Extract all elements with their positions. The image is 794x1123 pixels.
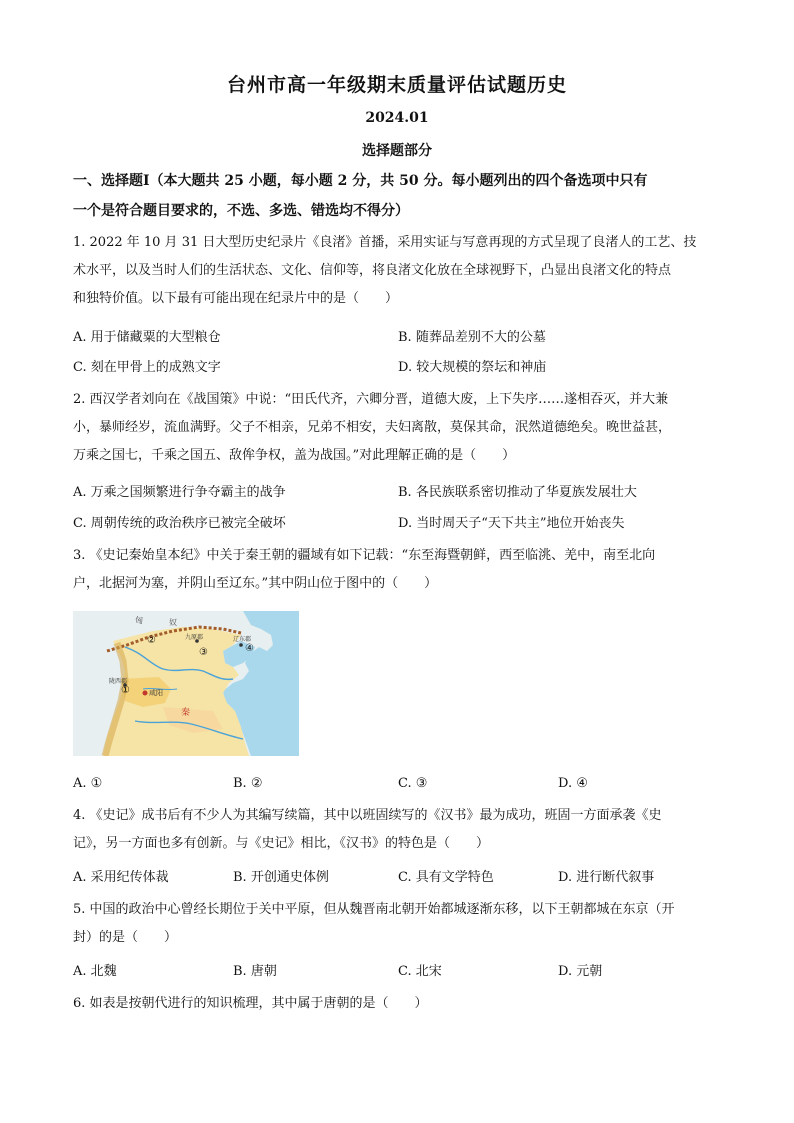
map-liaodong-dot [239,643,243,647]
question-line: 4. 《史记》成书后有不少人为其编写续篇，其中以班固续写的《汉书》最为成功，班固一方面承袭《史 [73,808,662,823]
section-heading-line-2: 一个是符合题目要求的，不选、多选、错选均不得分） [73,203,409,219]
q1-option-c[interactable]: C. 刻在甲骨上的成熟文字 [73,360,221,375]
question-line: 封）的是（ ） [73,930,178,945]
question-line: 5. 中国的政治中心曾经长期位于关中平原，但从魏晋南北朝开始都城逐渐东移，以下王朝都城在东京（开 [73,902,675,917]
map-label-nu: 奴 [169,618,177,627]
question-line: 术水平，以及当时人们的生活状态、文化、信仰等，将良渚文化放在全球视野下，凸显出良渚文化的特点 [73,263,672,278]
question-line: 和独特价值。以下最有可能出现在纪录片中的是（ ） [73,291,399,306]
question-line: 记》，另一方面也多有创新。与《史记》相比，《汉书》的特色是（ ） [73,836,490,851]
map-label-qin: 秦 [181,708,191,718]
q5-option-c[interactable]: C. 北宋 [398,964,442,979]
question-line: 3. 《史记秦始皇本纪》中关于秦王朝的疆域有如下记载：“东至海暨朝鲜，西至临洮、羌中，南至北向 [73,548,656,563]
q2-option-c[interactable]: C. 周朝传统的政治秩序已被完全破坏 [73,516,286,531]
q2-option-a[interactable]: A. 万乘之国频繁进行争夺霸主的战争 [73,485,286,500]
part-heading: 选择题部分 [362,143,432,159]
q3-option-b[interactable]: B. ② [233,776,263,791]
q3-option-c[interactable]: C. ③ [398,776,428,791]
q2-option-d[interactable]: D. 当时周天子“天下共主”地位开始丧失 [398,516,625,531]
map-label-xiong: 匈 [135,616,143,625]
map-label-jiuyuan: 九原郡 [185,634,204,641]
question-3-text [73,542,725,598]
q5-option-b[interactable]: B. 唐朝 [233,964,277,979]
map-marker-2: ② [147,635,156,646]
q5-option-a[interactable]: A. 北魏 [73,964,117,979]
question-5-text [73,896,725,952]
question-line: 户，北据河为塞，并阴山至辽东。”其中阴山位于图中的（ ） [73,576,438,591]
q4-option-c[interactable]: C. 具有文学特色 [398,870,494,885]
map-label-liaodong: 辽东郡 [233,636,252,643]
question-line: 万乘之国七，千乘之国五、敌侔争权，盖为战国。”对此理解正确的是（ ） [73,448,516,463]
q1-option-d[interactable]: D. 较大规模的祭坛和神庙 [398,360,547,375]
question-line: 1. 2022 年 10 月 31 日大型历史纪录片《良渚》首播，采用实证与写意再现的方式呈现了良渚人的工艺、技 [73,235,697,250]
q3-option-d[interactable]: D. ④ [558,776,588,791]
exam-date: 2024.01 [365,110,429,126]
q4-option-a[interactable]: A. 采用纪传体裁 [73,870,169,885]
map-label-xianyang: 咸阳 [149,689,163,697]
q1-option-a[interactable]: A. 用于储藏粟的大型粮仓 [73,330,221,345]
q2-option-b[interactable]: B. 各民族联系密切推动了华夏族发展壮大 [398,485,637,500]
question-6-text [73,990,725,1018]
q4-option-b[interactable]: B. 开创通史体例 [233,870,329,885]
map-marker-3: ③ [199,647,208,658]
q5-option-d[interactable]: D. 元朝 [558,964,603,979]
q4-option-d[interactable]: D. 进行断代叙事 [558,870,655,885]
map-xianyang-dot [143,691,148,696]
question-2-text [73,386,725,470]
q3-option-a[interactable]: A. ① [73,776,103,791]
qin-territory-map [73,611,299,756]
question-line: 2. 西汉学者刘向在《战国策》中说：“田氏代齐，六卿分晋，道德大废，上下失序……遂相吞灭，并大兼 [73,392,669,407]
map-graphic [73,611,299,756]
map-label-longxi: 陇西郡 [109,678,128,685]
q1-option-b[interactable]: B. 随葬品差别不大的公墓 [398,330,546,345]
question-line: 小，暴师经岁，流血满野。父子不相亲，兄弟不相安，夫妇离散，莫保其命，泯然道德绝矣。晚世益甚， [73,420,672,435]
map-marker-1: ① [121,685,130,696]
map-marker-4: ④ [245,643,254,654]
question-line: 6. 如表是按朝代进行的知识梳理，其中属于唐朝的是（ ） [73,996,428,1011]
question-1-text [73,229,725,313]
question-4-text [73,802,725,858]
exam-title: 台州市高一年级期末质量评估试题历史 [226,74,567,96]
section-heading-line-1: 一、选择题Ⅰ（本大题共 25 小题，每小题 2 分，共 50 分。每小题列出的四个备选项中只有 [73,173,648,189]
